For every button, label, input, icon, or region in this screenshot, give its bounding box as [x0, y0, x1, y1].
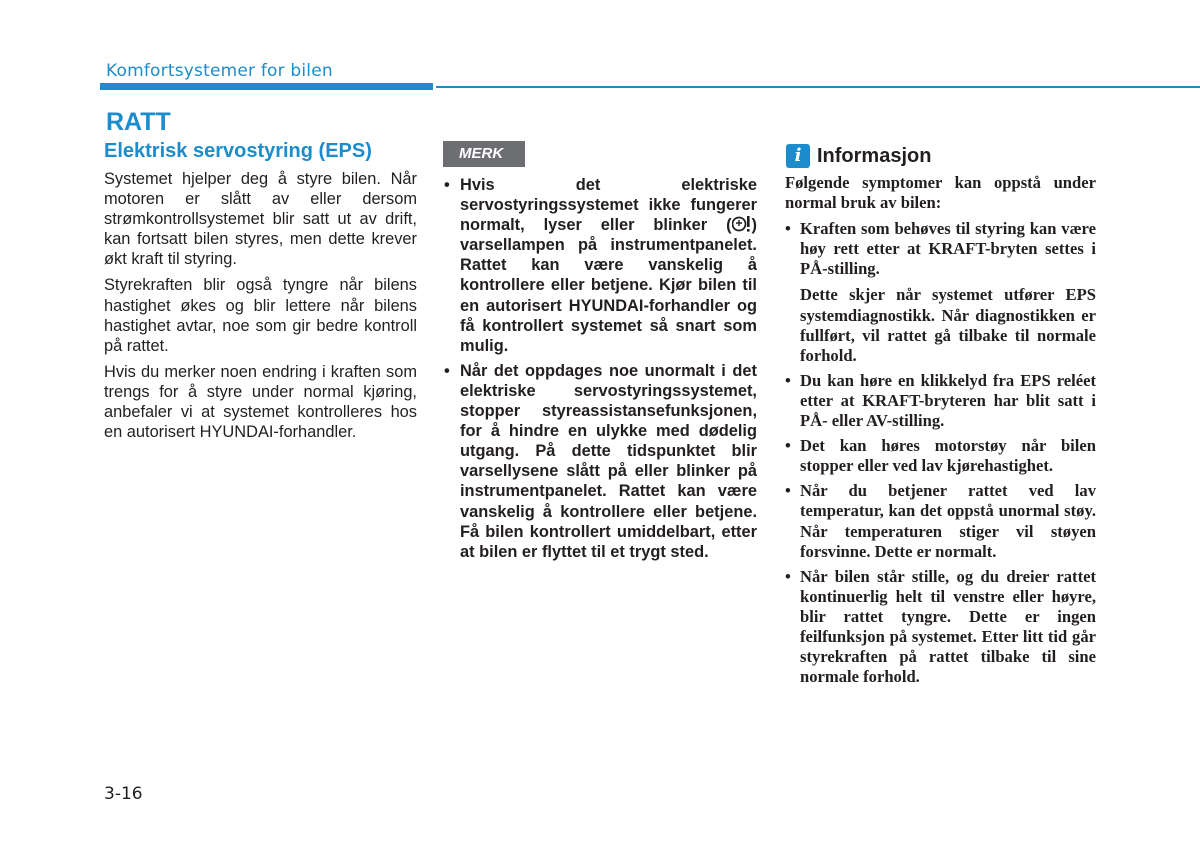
paragraph-1: Systemet hjelper deg å styre bilen. Når motoren er slått av eller dersom strømkontrollsystemet blir satt ut av drift, kan fortsatt bilen styres, men dette krever økt kraft til styring.: [104, 170, 417, 269]
bullet: •: [785, 219, 791, 239]
info-item-4: [785, 481, 1096, 561]
bullet: •: [785, 436, 791, 456]
info-item-3: [785, 436, 1096, 476]
info-item-5: [785, 567, 1096, 688]
info-column: [785, 173, 1096, 692]
note-list: [444, 175, 757, 562]
paragraph-3: Hvis du merker noen endring i kraften som trengs for å styre under normal kjøring, anbefaler vi at systemet kontrolleres hos en autorisert HYUNDAI-forhandler.: [104, 362, 417, 442]
body-column-1: [104, 169, 417, 448]
header-bar-thin: [436, 86, 1200, 88]
merk-label: MERK: [443, 141, 525, 167]
info-item-3-text: Det kan høres motorstøy når bilen stopper eller ved lav kjørehastighet.: [800, 436, 1096, 476]
note-column: [444, 175, 757, 567]
note-item-1-text-a: Hvis det elektriske servostyringssystemet ikke fungerer normalt, lyser eller blinker (: [460, 176, 757, 235]
bullet: •: [444, 176, 450, 194]
bullet: •: [785, 566, 791, 586]
section-title: RATT: [106, 108, 171, 136]
page-number: 3-16: [104, 784, 143, 804]
info-icon: i: [786, 144, 810, 168]
info-item-5-text: Når bilen står stille, og du dreier rattet kontinuerlig helt til venstre eller høyre, blir rattet tyngre. Dette er ingen feilfunksjon på systemet. Etter litt tid går styrekraften på rattet tilbake til sine normale forhold.: [800, 566, 1096, 687]
note-item-1: [444, 175, 757, 356]
note-item-2: [444, 361, 757, 562]
info-intro: Følgende symptomer kan oppstå under normal bruk av bilen:: [785, 173, 1096, 213]
paragraph-2: Styrekraften blir også tyngre når bilens hastighet økes og blir lettere når bilens hastighet avtar, noe som gir bedre kontroll på rattet.: [104, 276, 417, 355]
running-header: Komfortsystemer for bilen: [106, 61, 333, 81]
info-item-1: [785, 219, 1096, 366]
info-item-4-text: Når du betjener rattet ved lav temperatur, kan det oppstå unormal støy. Når temperaturen stiger vil støyen forsvinne. Dette er normalt.: [800, 481, 1096, 561]
info-item-1-text-2: Dette skjer når systemet utfører EPS systemdiagnostikk. Når diagnostikken er fullført, vil rattet gå tilbake til normale forhold.: [800, 285, 1096, 365]
note-item-1-text-b: ) varsellampen på instrumentpanelet. Rattet kan være vanskelig å kontrollere eller betjene. Kjør bilen til en autorisert HYUNDAI-forhandler og få kontrollert systemet så snart som mulig.: [460, 216, 757, 355]
eps-warning-icon: [732, 215, 752, 233]
header-bar-thick: [100, 83, 433, 90]
info-item-2-text: Du kan høre en klikkelyd fra EPS reléet etter at KRAFT-bryteren har blit satt i PÅ- eller AV-stilling.: [800, 370, 1096, 431]
info-item-2: [785, 371, 1096, 431]
note-item-2-text: Når det oppdages noe unormalt i det elektriske servostyringssystemet, stopper styreassistansefunksjonen, for å hindre en ulykke med dødelig utgang. På dette tidspunktet blir varsellysene slått på eller blinker på instrumentpanelet. Rattet kan være vanskelig å kontrollere eller betjene. Få bilen kontrollert umiddelbart, etter at bilen er flyttet til et trygt sted.: [460, 361, 757, 561]
info-list: [785, 219, 1096, 687]
subsection-title: Elektrisk servostyring (EPS): [104, 140, 372, 162]
bullet: •: [785, 370, 791, 390]
bullet: •: [444, 361, 450, 380]
info-title: Informasjon: [817, 145, 932, 167]
bullet: •: [785, 481, 791, 501]
info-item-1-text: Kraften som behøves til styring kan være høy rett etter at KRAFT-bryten settes i PÅ-stilling.: [800, 219, 1096, 279]
